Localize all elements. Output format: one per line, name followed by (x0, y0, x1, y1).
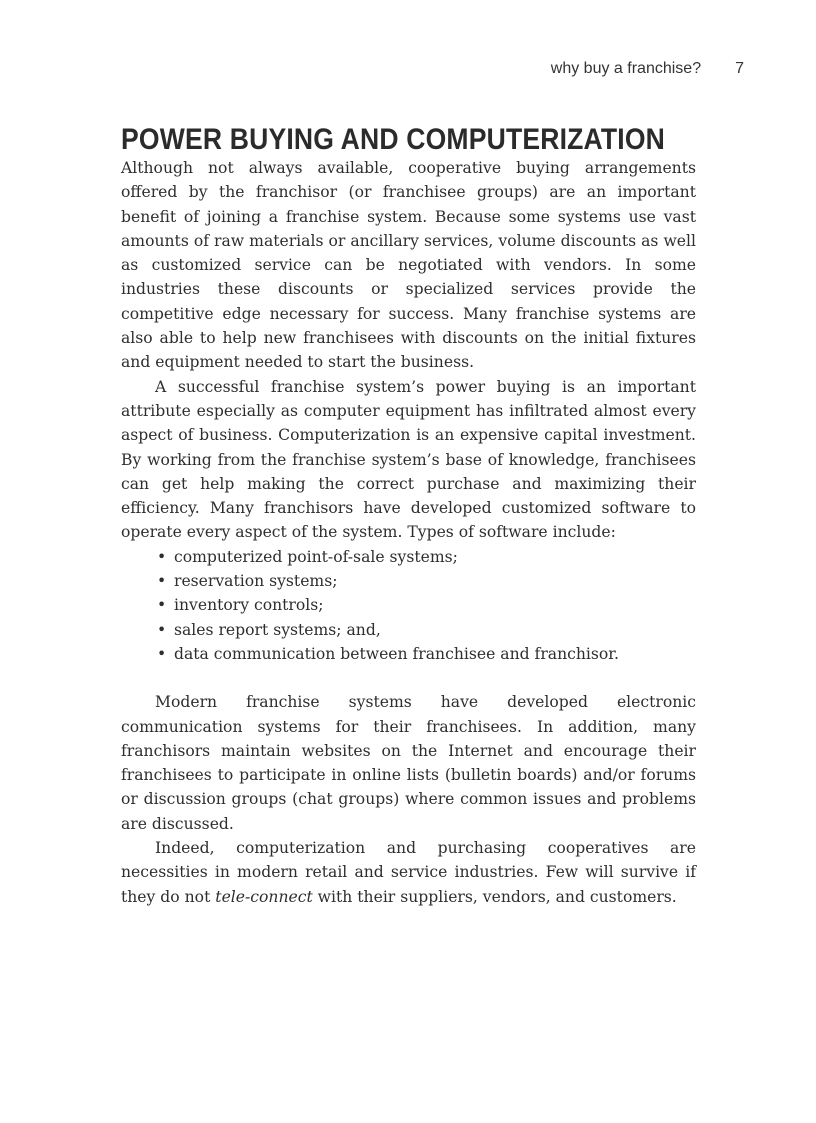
paragraph-4-text-start: Indeed, computerization and purchasing cooperatives are necessities in modern retail and service industries. Few will survive if they do not (121, 839, 696, 906)
list-item (157, 545, 696, 569)
page-content (121, 124, 696, 909)
list-item (157, 593, 696, 617)
paragraph-4-text-end: with their suppliers, vendors, and customers. (312, 887, 677, 906)
bullet-icon: • (157, 547, 167, 566)
list-item-text: computerized point-of-sale systems; (174, 547, 458, 566)
bullet-icon: • (157, 644, 167, 663)
list-item (157, 569, 696, 593)
list-item-text: reservation systems; (174, 572, 338, 591)
paragraph-3: Modern franchise systems have developed electronic communication systems for their franchisees. In addition, many franchisors maintain websites on the Internet and encourage their franchisees to participate in online lists (bulletin boards) and/or forums or discussion groups (chat groups) where common issues and problems are discussed. (121, 693, 696, 833)
section-title: POWER BUYING AND COMPUTERIZATION (121, 123, 666, 156)
paragraph-2: A successful franchise system’s power buying is an important attribute especially as computer equipment has infiltrated almost every aspect of business. Computerization is an expensive capital investment. By working from the franchise system’s base of knowledge, franchisees can get help making the correct purchase and maximizing their efficiency. Many franchisors have developed customized software to operate every aspect of the system. Types of software include: (121, 377, 696, 542)
bullet-icon: • (157, 620, 167, 639)
bullet-icon: • (157, 572, 167, 591)
page-number: 7 (735, 60, 744, 77)
list-item (157, 618, 696, 642)
paragraph-1: Although not always available, cooperative buying arrangements offered by the franchisor (or franchisee groups) are an important benefit of joining a franchise system. Because some systems use vast amounts of raw materials or ancillary services, volume discounts as well as customized service can be negotiated with vendors. In some industries these discounts or specialized services provide the competitive edge necessary for success. Many franchise systems are also able to help new franchisees with discounts on the initial fixtures and equipment needed to start the business. (121, 159, 696, 372)
emphasis-tele-connect: tele-connect (215, 887, 313, 906)
bullet-icon: • (157, 596, 167, 615)
running-head (551, 60, 744, 78)
paragraph-spacer (121, 666, 696, 690)
list-item-text: data communication between franchisee and franchisor. (174, 644, 619, 663)
running-title: why buy a franchise? (550, 60, 702, 77)
section-body (121, 156, 696, 909)
list-item (157, 642, 696, 666)
paragraph-4 (121, 836, 696, 909)
list-item-text: sales report systems; and, (174, 620, 381, 639)
list-item-text: inventory controls; (174, 596, 324, 615)
software-list (121, 545, 696, 666)
